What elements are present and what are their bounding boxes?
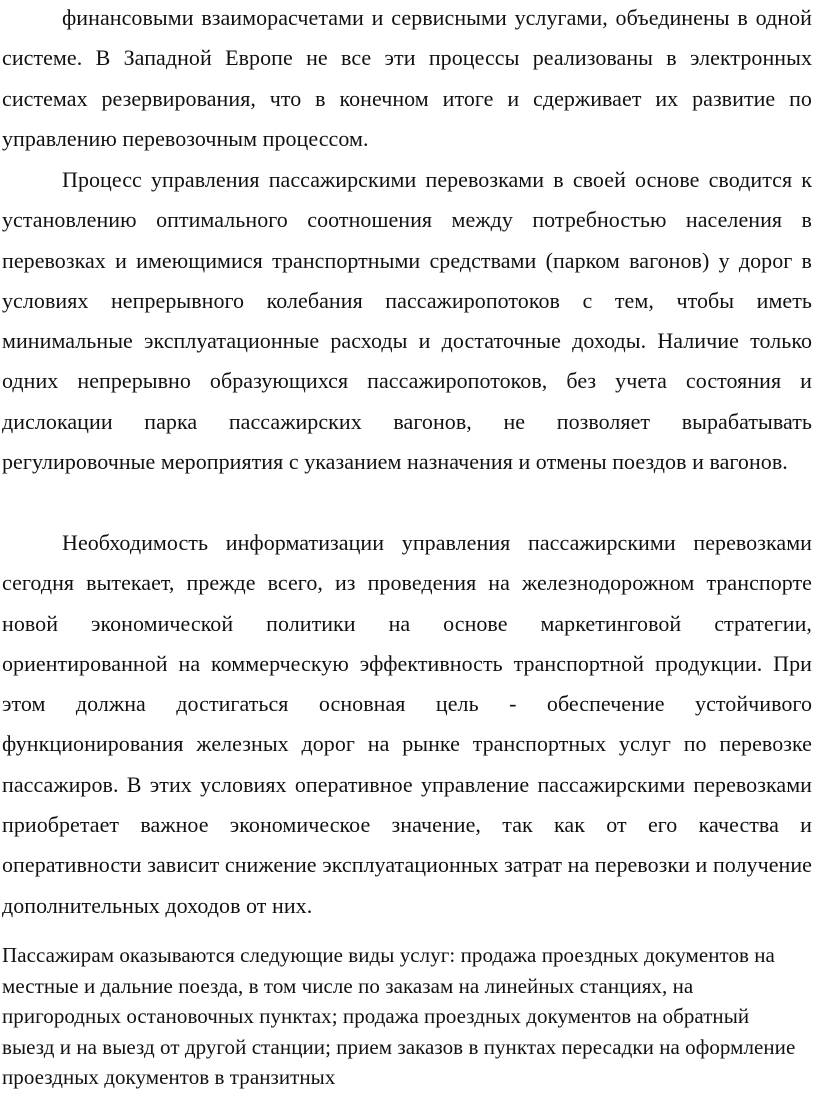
paragraph-management-process: Процесс управления пассажирскими перевозками в своей основе сводится к установлению оптимального соотношения между потребностью населения в перевозках и имеющимися транспортными средствами (парком вагонов) у дорог в условиях непрерывного колебания пассажиропотоков с тем, чтобы иметь минимальные эксплуатационные расходы и достаточные доходы. Наличие только одних непрерывно образующихся пассажиропотоков, без учета состояния и дислокации парка пассажирских вагонов, не позволяет вырабатывать регулировочные мероприятия с указанием назначения и отмены поездов и вагонов.	[2, 167, 812, 475]
paragraph-informatization: Необходимость информатизации управления пассажирскими перевозками сегодня вытекает, прежде всего, из проведения на железнодорожном транспорте новой экономической политики на основе маркетинговой стратегии, ориентированной на коммерческую эффективность транспортной продукции. При этом должна достигаться основная цель - обеспечение устойчивого функционирования железных дорог на рынке транспортных услуг по перевозке пассажиров. В этих условиях оперативное управление пассажирскими перевозками приобретает важное экономическое значение, так как от его качества и оперативности зависит снижение эксплуатационных затрат на перевозки и получение дополнительных доходов от них.	[2, 530, 812, 918]
paragraph-passenger-services: Пассажирам оказываются следующие виды услуг: продажа проездных документов на местные и дальние поезда, в том числе по заказам на линейных станциях, на пригородных остановочных пунктах; продажа проездных документов на обратный выезд и на выезд от другой станции; прием заказов в пунктах пересадки на оформление проездных документов в транзитных	[2, 943, 796, 1090]
paragraph-continuation: финансовыми взаиморасчетами и сервисными услугами, объединены в одной системе. В Западной Европе не все эти процессы реализованы в электронных системах резервирования, что в конечном итоге и сдерживает их развитие по управлению перевозочным процессом.	[2, 5, 812, 151]
